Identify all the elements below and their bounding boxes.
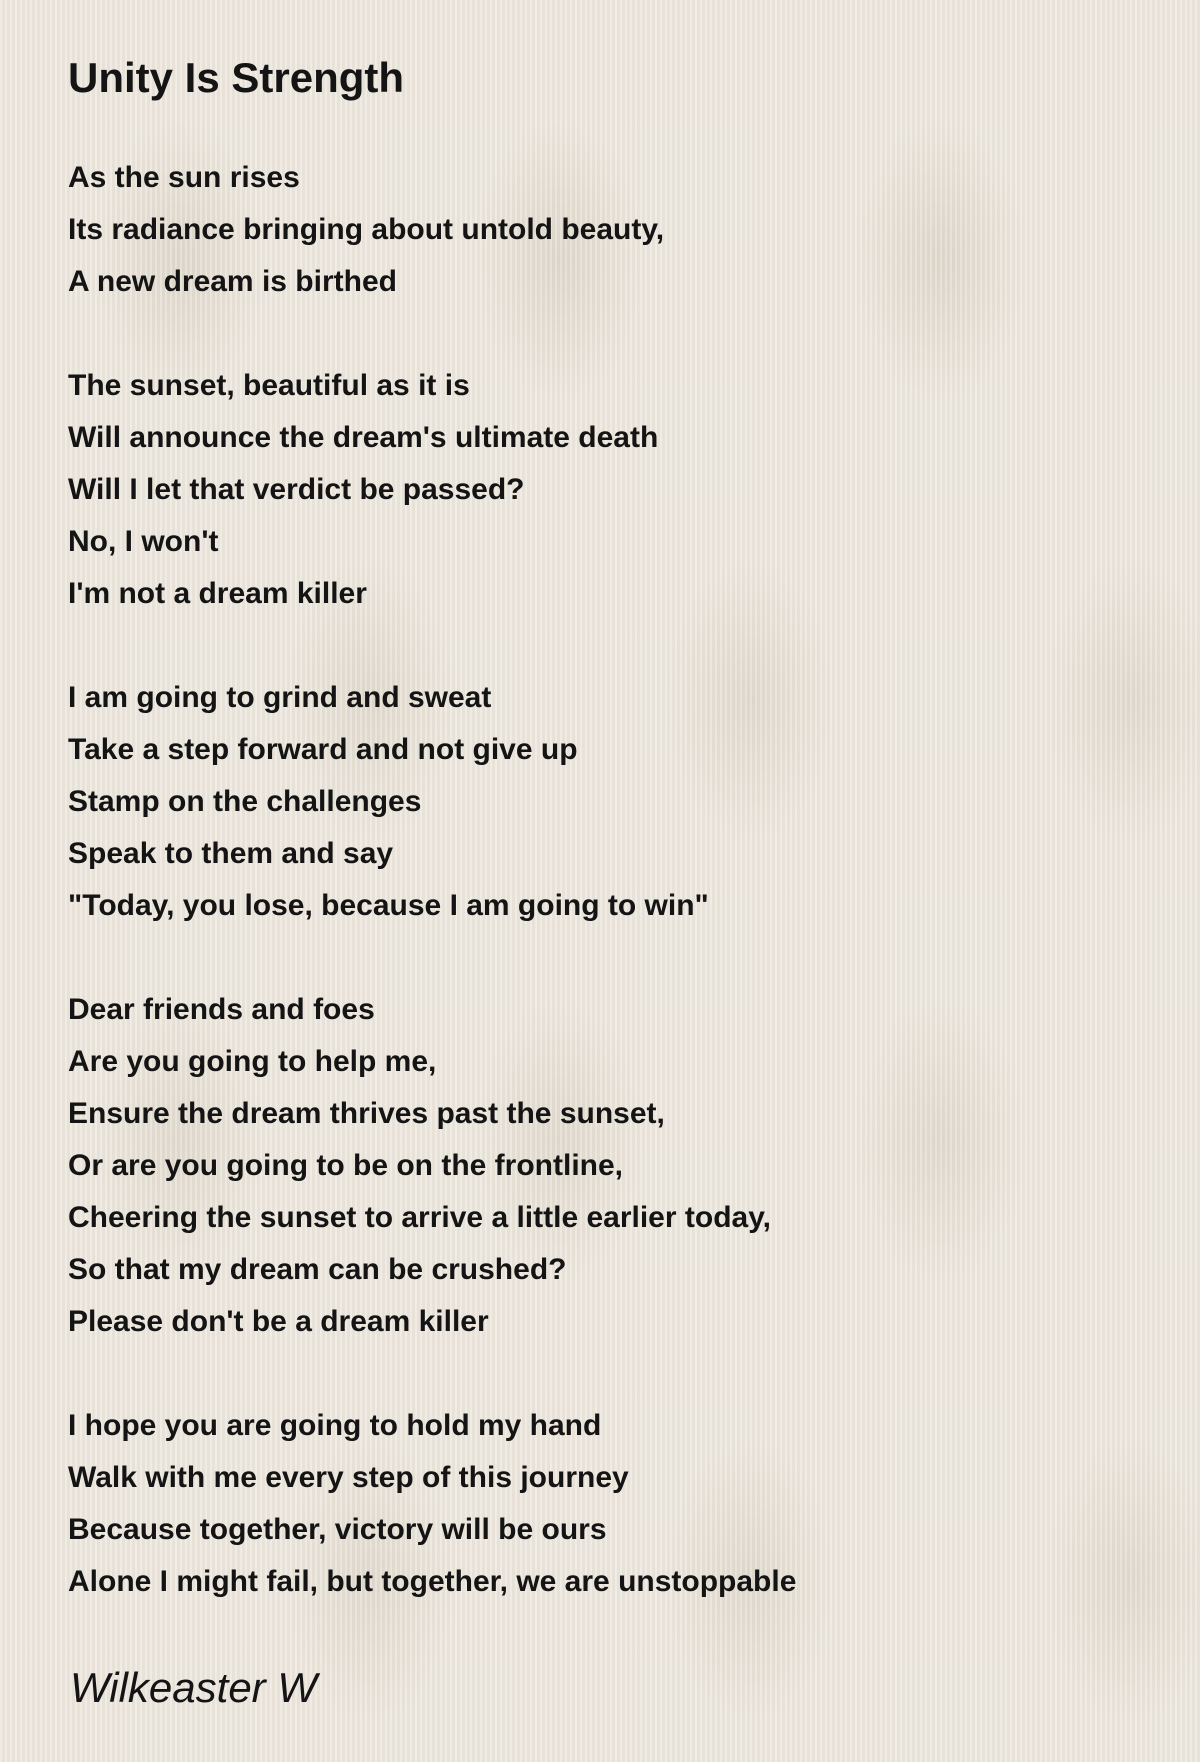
poem-line: So that my dream can be crushed? bbox=[68, 1253, 567, 1286]
poem-line: Will announce the dream's ultimate death bbox=[68, 421, 659, 454]
poem-line: Walk with me every step of this journey bbox=[68, 1461, 629, 1494]
poem-line: The sunset, beautiful as it is bbox=[68, 369, 470, 402]
poem-line: I hope you are going to hold my hand bbox=[68, 1409, 602, 1442]
poem-line: Will I let that verdict be passed? bbox=[68, 473, 525, 506]
poem-title: Unity Is Strength bbox=[68, 54, 405, 101]
poem-line: Alone I might fail, but together, we are unstoppable bbox=[68, 1565, 797, 1598]
poem-line: Are you going to help me, bbox=[68, 1045, 437, 1078]
stanza-3 bbox=[68, 672, 1148, 932]
poem-line: I'm not a dream killer bbox=[68, 577, 367, 610]
poem-line: "Today, you lose, because I am going to win" bbox=[68, 889, 709, 922]
poem-body bbox=[68, 152, 1148, 1660]
poem-line: Take a step forward and not give up bbox=[68, 733, 578, 766]
stanza-1 bbox=[68, 152, 1148, 308]
poem-line: Please don't be a dream killer bbox=[68, 1305, 489, 1338]
poem-line: A new dream is birthed bbox=[68, 265, 397, 298]
poem-line: As the sun rises bbox=[68, 161, 300, 194]
poem-line: Cheering the sunset to arrive a little earlier today, bbox=[68, 1201, 771, 1234]
poem-line: Or are you going to be on the frontline, bbox=[68, 1149, 623, 1182]
poem-line: Ensure the dream thrives past the sunset, bbox=[68, 1097, 665, 1130]
poem-line: I am going to grind and sweat bbox=[68, 681, 492, 714]
poem-author: Wilkeaster W bbox=[70, 1664, 317, 1711]
stanza-2 bbox=[68, 360, 1148, 620]
poem-line: No, I won't bbox=[68, 525, 219, 558]
poem-line: Speak to them and say bbox=[68, 837, 394, 870]
stanza-5 bbox=[68, 1400, 1148, 1608]
poem-line: Its radiance bringing about untold beauty, bbox=[68, 213, 665, 246]
poem-line: Because together, victory will be ours bbox=[68, 1513, 607, 1546]
poem-line: Stamp on the challenges bbox=[68, 785, 422, 818]
stanza-4 bbox=[68, 984, 1148, 1348]
poem-line: Dear friends and foes bbox=[68, 993, 375, 1026]
